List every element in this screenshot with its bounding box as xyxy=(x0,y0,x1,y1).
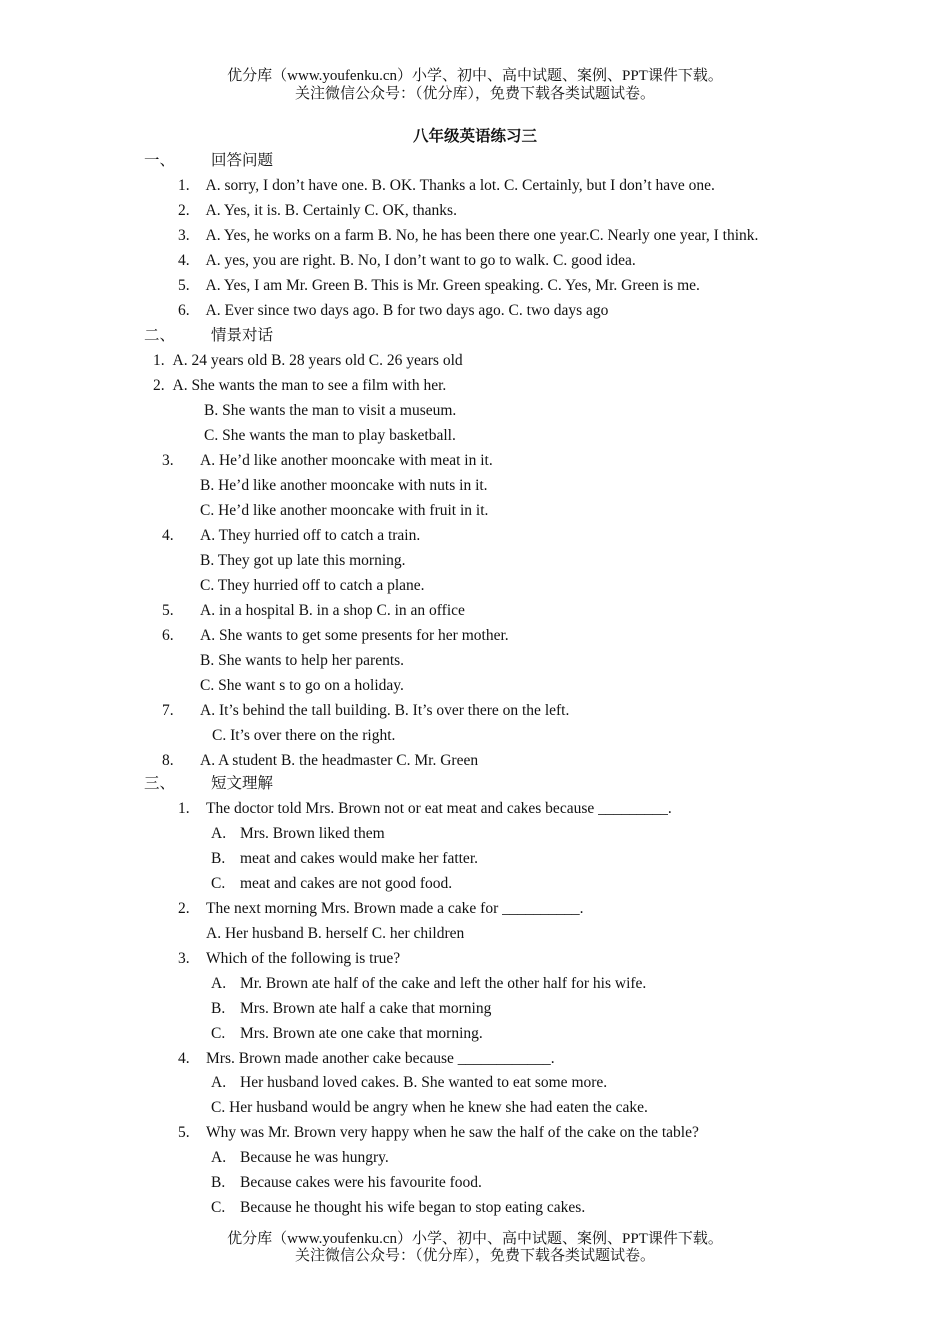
option-text: meat and cakes are not good food. xyxy=(240,875,453,892)
option-letter: C. xyxy=(211,1025,226,1042)
item-text: A. Ever since two days ago. B for two days ago. C. two days ago xyxy=(205,302,609,319)
item-number: 3. xyxy=(162,452,174,469)
page-title: 八年级英语练习三 xyxy=(412,128,537,145)
item-number: 5. xyxy=(178,277,190,294)
option-line: C. Her husband would be angry when he knew she had eaten the cake. xyxy=(211,1099,648,1116)
item-number: 4. xyxy=(162,527,174,544)
section-name: 回答问题 xyxy=(211,152,274,169)
option-letter: A. xyxy=(211,1074,227,1091)
option-letter: B. xyxy=(211,850,226,867)
option-line: A. Her husband B. herself C. her children xyxy=(206,925,465,942)
section-number: 一、 xyxy=(144,152,176,169)
item-text: A. yes, you are right. B. No, I don’t want to go to walk. C. good idea. xyxy=(205,252,636,269)
item-number: 8. xyxy=(162,752,174,769)
footer-line-2: 关注微信公众号：（优分库），免费下载各类试题试卷。 xyxy=(294,1248,655,1264)
item-text: A. sorry, I don’t have one. B. OK. Thanks a lot. C. Certainly, but I don’t have one. xyxy=(205,177,715,194)
header-line-1: 优分库（www.youfenku.cn）小学、初中、高中试题、案例、PPT课件下载。 xyxy=(227,68,723,84)
section-number: 二、 xyxy=(144,327,176,344)
option-line: A. She wants to get some presents for her mother. xyxy=(200,627,509,644)
option-text: meat and cakes would make her fatter. xyxy=(240,850,478,867)
question-stem: Which of the following is true? xyxy=(206,950,401,967)
question-number: 4. xyxy=(178,1050,190,1067)
item-text: A. Yes, he works on a farm B. No, he has been there one year.C. Nearly one year, I think. xyxy=(205,227,759,244)
question-number: 3. xyxy=(178,950,190,967)
section-heading-2 xyxy=(144,326,273,346)
option-text: Mrs. Brown ate one cake that morning. xyxy=(240,1025,483,1042)
option-letter: A. xyxy=(211,825,227,842)
list-item xyxy=(162,601,174,621)
option-text: Mr. Brown ate half of the cake and left the other half for his wife. xyxy=(240,975,647,992)
section-number: 三、 xyxy=(144,775,176,792)
item-number: 4. xyxy=(178,252,190,269)
header-line-2: 关注微信公众号：（优分库），免费下载各类试题试卷。 xyxy=(294,86,655,102)
list-item xyxy=(178,251,636,271)
item-text: A. Yes, I am Mr. Green B. This is Mr. Green speaking. C. Yes, Mr. Green is me. xyxy=(205,277,700,294)
question-stem: The doctor told Mrs. Brown not or eat meat and cakes because _________. xyxy=(206,800,672,817)
option-line: C. They hurried off to catch a plane. xyxy=(200,577,425,594)
option-line: A. A student B. the headmaster C. Mr. Green xyxy=(200,752,479,769)
option-letter: C. xyxy=(211,875,226,892)
question-number: 5. xyxy=(178,1124,190,1141)
option-line: B. He’d like another mooncake with nuts in it. xyxy=(200,477,488,494)
option-letter: B. xyxy=(211,1174,226,1191)
option-line: A. He’d like another mooncake with meat in it. xyxy=(200,452,493,469)
option-letter: B. xyxy=(211,1000,226,1017)
option-line: C. She want s to go on a holiday. xyxy=(200,677,404,694)
item-number: 7. xyxy=(162,702,174,719)
item-text: A. She wants the man to see a film with her. xyxy=(172,377,447,394)
option-line: C. He’d like another mooncake with fruit in it. xyxy=(200,502,489,519)
option-text: Because he thought his wife began to stop eating cakes. xyxy=(240,1199,586,1216)
list-item xyxy=(153,376,446,396)
list-item xyxy=(162,701,174,721)
item-number: 2. xyxy=(178,202,190,219)
option-line: A. It’s behind the tall building. B. It’s over there on the left. xyxy=(200,702,570,719)
question-number: 1. xyxy=(178,800,190,817)
question-stem: The next morning Mrs. Brown made a cake for __________. xyxy=(206,900,584,917)
list-item xyxy=(178,301,608,321)
option-line: B. She wants the man to visit a museum. xyxy=(204,402,457,419)
item-number: 2. xyxy=(153,377,165,394)
item-number: 1. xyxy=(178,177,190,194)
option-text: Mrs. Brown ate half a cake that morning xyxy=(240,1000,492,1017)
section-name: 短文理解 xyxy=(211,775,274,792)
question-stem: Mrs. Brown made another cake because ____________. xyxy=(206,1050,555,1067)
option-text: Mrs. Brown liked them xyxy=(240,825,385,842)
list-item xyxy=(153,351,463,371)
list-item xyxy=(162,526,174,546)
option-line: A. in a hospital B. in a shop C. in an office xyxy=(200,602,465,619)
list-item xyxy=(178,276,700,296)
list-item xyxy=(178,201,457,221)
option-text: Her husband loved cakes. B. She wanted to eat some more. xyxy=(240,1074,608,1091)
option-letter: C. xyxy=(211,1199,226,1216)
option-text: Because he was hungry. xyxy=(240,1149,389,1166)
option-line: C. It’s over there on the right. xyxy=(212,727,396,744)
section-heading-1 xyxy=(144,151,273,171)
option-letter: A. xyxy=(211,975,227,992)
list-item xyxy=(162,626,174,646)
section-heading-3 xyxy=(144,774,273,794)
option-line: C. She wants the man to play basketball. xyxy=(204,427,456,444)
option-line: A. They hurried off to catch a train. xyxy=(200,527,421,544)
list-item xyxy=(162,451,174,471)
option-letter: A. xyxy=(211,1149,227,1166)
section-name: 情景对话 xyxy=(211,327,274,344)
item-text: A. Yes, it is. B. Certainly C. OK, thanks. xyxy=(205,202,457,219)
footer-line-1: 优分库（www.youfenku.cn）小学、初中、高中试题、案例、PPT课件下载。 xyxy=(227,1231,723,1247)
item-text: A. 24 years old B. 28 years old C. 26 years old xyxy=(172,352,463,369)
item-number: 1. xyxy=(153,352,165,369)
option-text: Because cakes were his favourite food. xyxy=(240,1174,482,1191)
item-number: 5. xyxy=(162,602,174,619)
list-item xyxy=(178,176,715,196)
list-item xyxy=(178,226,758,246)
item-number: 6. xyxy=(178,302,190,319)
item-number: 3. xyxy=(178,227,190,244)
question-stem: Why was Mr. Brown very happy when he saw the half of the cake on the table? xyxy=(206,1124,699,1141)
question-number: 2. xyxy=(178,900,190,917)
list-item xyxy=(162,751,174,771)
item-number: 6. xyxy=(162,627,174,644)
option-line: B. She wants to help her parents. xyxy=(200,652,405,669)
option-line: B. They got up late this morning. xyxy=(200,552,406,569)
